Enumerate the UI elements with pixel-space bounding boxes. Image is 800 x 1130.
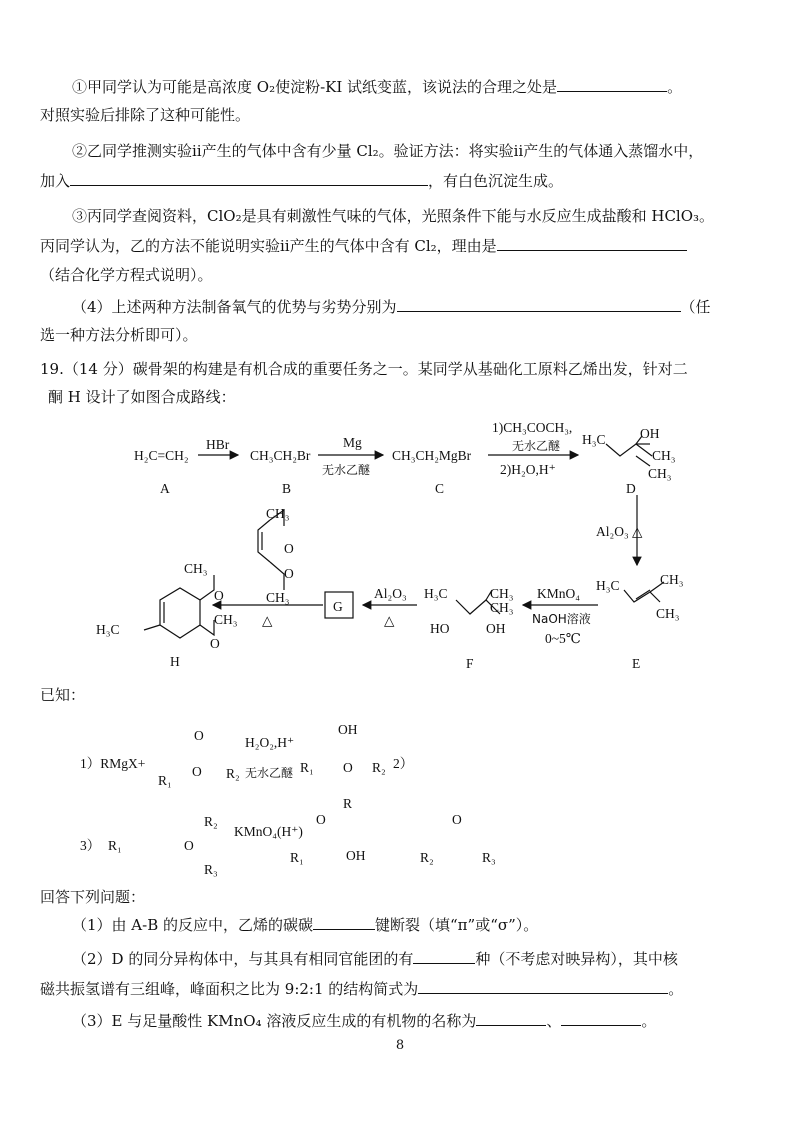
answer-blank[interactable]	[418, 978, 668, 994]
svg-text:1）RMgX+: 1）RMgX+	[80, 756, 146, 771]
svg-text:OH: OH	[346, 848, 366, 863]
svg-text:CH₃: CH₃	[266, 590, 290, 605]
svg-text:3）: 3）	[80, 838, 101, 853]
compound-b-label: B	[282, 481, 292, 496]
reagent-heat-2: △	[384, 613, 395, 628]
svg-text:HO: HO	[430, 621, 450, 636]
page-number: 8	[395, 1038, 405, 1053]
svg-text:O: O	[192, 764, 202, 779]
q19-sub-3: （3）E 与足量酸性 KMnO₄ 溶液反应生成的有机物的名称为 、 。	[72, 1012, 657, 1030]
svg-text:R₂: R₂	[372, 760, 386, 775]
svg-text:R₂: R₂	[204, 814, 218, 829]
svg-text:CH₃: CH₃	[652, 448, 676, 463]
compound-c-label: C	[435, 481, 445, 496]
reagent-al2o3-heat: Al₂O₃ △	[596, 524, 643, 539]
svg-text:2）: 2）	[393, 756, 414, 771]
q18-para-3-end: （结合化学方程式说明）。	[40, 266, 213, 284]
svg-text:H₂O₂,H⁺: H₂O₂,H⁺	[245, 735, 295, 750]
svg-text:R₁: R₁	[108, 838, 122, 853]
reagent-ether: 无水乙醚	[322, 463, 371, 477]
svg-text:CH₃: CH₃	[214, 612, 238, 627]
svg-text:O: O	[316, 812, 326, 827]
svg-text:O: O	[194, 728, 204, 743]
answer-blank[interactable]	[313, 914, 375, 930]
svg-text:R₃: R₃	[204, 862, 218, 877]
svg-text:O: O	[214, 588, 224, 603]
q19-intro-cont: 酮 H 设计了如图合成路线：	[48, 388, 236, 406]
svg-text:CH₃: CH₃	[490, 600, 514, 615]
svg-text:OH: OH	[338, 722, 358, 737]
reagent-al2o3-2: Al₂O₃	[374, 586, 407, 601]
svg-text:CH₃: CH₃	[660, 572, 684, 587]
svg-text:O: O	[284, 566, 294, 581]
answer-blank[interactable]	[561, 1010, 641, 1026]
q18-para-2: ②乙同学推测实验ⅱ产生的气体中含有少量 Cl₂。验证方法：将实验ⅱ产生的气体通入蒸馏水中，	[72, 142, 704, 160]
svg-text:H₃C: H₃C	[582, 432, 606, 447]
reagent-heat-3: △	[262, 613, 273, 628]
q19-sub-2-cont: 磁共振氢谱有三组峰，峰面积之比为 9:2:1 的结构简式为 。	[40, 980, 684, 998]
compound-f-label: F	[466, 656, 474, 671]
svg-text:H₃C: H₃C	[596, 578, 620, 593]
compound-e-label: E	[632, 656, 641, 671]
reagent-mg: Mg	[343, 435, 362, 450]
svg-text:CH₃: CH₃	[490, 586, 514, 601]
svg-text:O: O	[284, 541, 294, 556]
svg-text:R₁: R₁	[300, 760, 314, 775]
svg-text:R₁: R₁	[158, 773, 172, 788]
q19-sub-1: （1）由 A-B 的反应中，乙烯的碳碳 键断裂（填“π”或“σ”）。	[72, 916, 539, 934]
svg-text:O: O	[452, 812, 462, 827]
compound-g-label: G	[333, 599, 343, 614]
reagent-kmno4: KMnO₄	[537, 586, 580, 601]
reagent-naoh: NaOH溶液	[532, 612, 591, 626]
compound-c-formula: CH₃CH₂MgBr	[392, 448, 472, 463]
q18-para-1: ①甲同学认为可能是高浓度 O₂使淀粉-KI 试纸变蓝，该说法的合理之处是 。	[72, 78, 683, 96]
svg-text:R₂: R₂	[420, 850, 434, 865]
svg-text:OH: OH	[640, 426, 660, 441]
q18-para-3: ③丙同学查阅资料，ClO₂是具有刺激性气味的气体，光照条件下能与水反应生成盐酸和 HClO₃。	[72, 207, 715, 225]
svg-text:O: O	[184, 838, 194, 853]
svg-text:R₂: R₂	[226, 766, 240, 781]
q18-part-4: （4）上述两种方法制备氧气的优势与劣势分别为 （任	[72, 298, 711, 316]
svg-text:CH₃: CH₃	[656, 606, 680, 621]
svg-text:R₁: R₁	[290, 850, 304, 865]
compound-h-label: H	[170, 654, 180, 669]
q19-intro: 19.（14 分）碳骨架的构建是有机合成的重要任务之一。某同学从基础化工原料乙烯出发，针对二	[40, 360, 688, 378]
svg-text:无水乙醚: 无水乙醚	[245, 766, 294, 780]
q19-sub-2: （2）D 的同分异构体中，与其具有相同官能团的有 种（不考虑对映异构），其中核	[72, 950, 678, 968]
svg-text:H₃C: H₃C	[96, 622, 120, 637]
q18-para-2-cont: 加入 ，有白色沉淀生成。	[40, 172, 564, 190]
svg-text:KMnO₄(H⁺): KMnO₄(H⁺)	[234, 824, 303, 839]
q18-para-1-cont: 对照实验后排除了这种可能性。	[40, 106, 251, 124]
reagent-ether-2: 无水乙醚	[512, 439, 561, 453]
svg-text:H₃C: H₃C	[424, 586, 448, 601]
answer-blank[interactable]	[476, 1010, 546, 1026]
svg-text:O: O	[343, 760, 353, 775]
svg-text:OH: OH	[486, 621, 506, 636]
svg-text:R: R	[343, 796, 353, 811]
compound-a-label: A	[160, 481, 170, 496]
svg-text:CH₃: CH₃	[184, 561, 208, 576]
answer-blank[interactable]	[413, 948, 475, 964]
svg-text:CH₃: CH₃	[648, 466, 672, 481]
svg-text:R₃: R₃	[482, 850, 496, 865]
reagent-hydrolysis: 2)H₂O,H⁺	[500, 462, 556, 477]
compound-b-formula: CH₃CH₂Br	[250, 448, 311, 463]
q18-part-4-cont: 选一种方法分析即可）。	[40, 326, 198, 344]
reagent-acetone: 1)CH₃COCH₃,	[492, 420, 573, 435]
svg-text:CH₃: CH₃	[266, 506, 290, 521]
q18-para-3-cont: 丙同学认为，乙的方法不能说明实验ⅱ产生的气体中含有 Cl₂，理由是	[40, 235, 760, 257]
reagent-temperature: 0~5℃	[545, 631, 581, 646]
known-label: 已知：	[40, 686, 86, 704]
svg-text:O: O	[210, 636, 220, 651]
reagent-hbr: HBr	[206, 437, 230, 452]
answer-label: 回答下列问题：	[40, 888, 146, 906]
compound-a-formula: H₂C=CH₂	[134, 448, 189, 463]
compound-d-label: D	[626, 481, 636, 496]
